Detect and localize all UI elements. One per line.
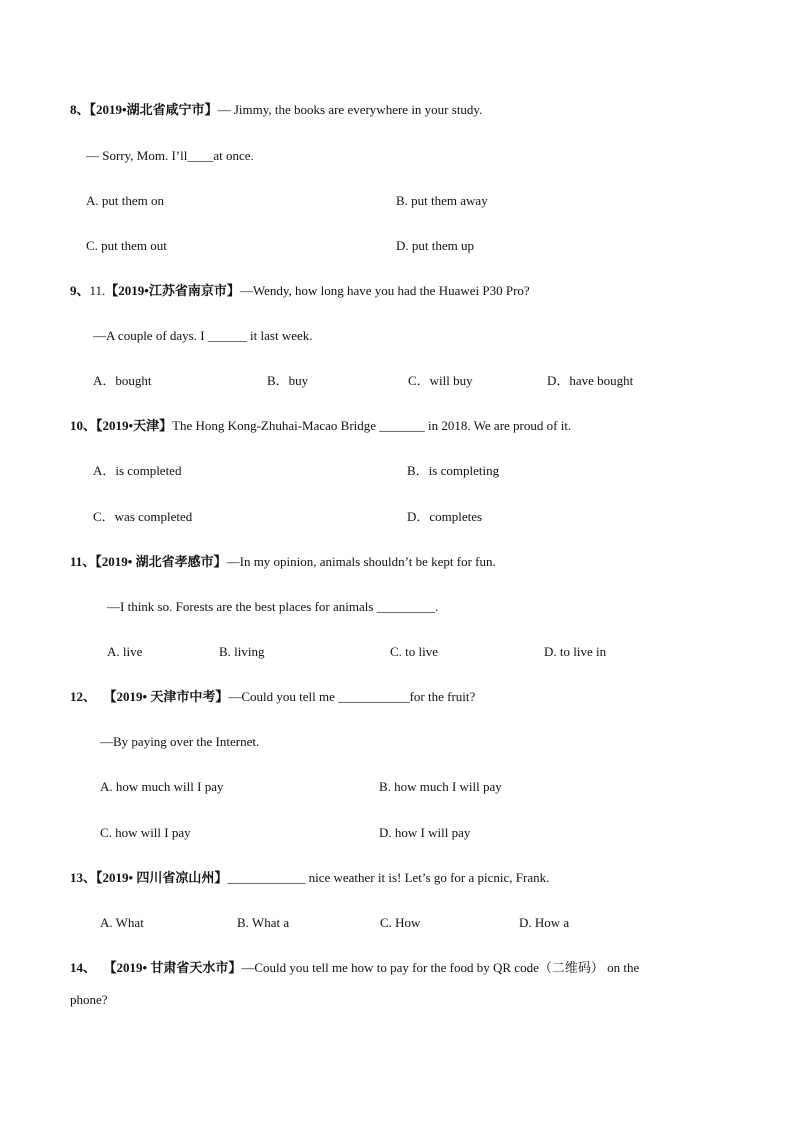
question-12-option-d: D. how I will pay bbox=[379, 825, 471, 840]
question-number: 13、 bbox=[70, 870, 97, 885]
question-13-option-c: C. How bbox=[380, 915, 421, 930]
question-text: —In my opinion, animals shouldn’t be kept for fun. bbox=[226, 554, 496, 569]
question-source: 【2019• 甘肃省天水市】 bbox=[110, 960, 242, 975]
question-number: 9、 bbox=[70, 283, 90, 298]
question-source: 【2019• 四川省凉山州】 bbox=[96, 870, 228, 885]
question-10-option-b: B．is completing bbox=[407, 463, 500, 478]
question-8-reply: — Sorry, Mom. I’ll____at once. bbox=[86, 148, 254, 163]
question-9-reply: —A couple of days. I ______ it last week. bbox=[93, 328, 313, 343]
question-11-stem bbox=[70, 554, 496, 570]
question-source: 【2019•天津】 bbox=[96, 418, 173, 433]
question-source: 【2019•湖北省咸宁市】 bbox=[89, 102, 218, 117]
question-9-option-d: D．have bought bbox=[547, 373, 634, 388]
question-source: 【2019•江苏省南京市】 bbox=[105, 283, 240, 298]
question-8-stem bbox=[70, 102, 482, 118]
question-number: 12、 bbox=[70, 689, 97, 704]
question-9-option-c: C．will buy bbox=[408, 373, 473, 388]
question-11-option-c: C. to live bbox=[390, 644, 439, 659]
question-number: 10、 bbox=[70, 418, 97, 433]
question-11-option-d: D. to live in bbox=[544, 644, 607, 659]
question-10-option-c: C．was completed bbox=[93, 509, 193, 524]
question-11-reply: —I think so. Forests are the best places for animals _________. bbox=[107, 599, 439, 614]
question-12-stem bbox=[70, 689, 475, 705]
question-13-option-a: A. What bbox=[100, 915, 144, 930]
question-14-continuation: phone? bbox=[70, 992, 108, 1007]
question-8-option-c: C. put them out bbox=[86, 238, 167, 253]
question-source: 【2019• 天津市中考】 bbox=[110, 689, 229, 704]
question-11-option-a: A. live bbox=[107, 644, 143, 659]
question-10-stem bbox=[70, 418, 571, 434]
question-14-stem bbox=[70, 960, 639, 976]
question-12-option-a: A. how much will I pay bbox=[100, 779, 224, 794]
question-number: 14、 bbox=[70, 960, 97, 975]
question-12-option-b: B. how much I will pay bbox=[379, 779, 502, 794]
question-11-option-b: B. living bbox=[219, 644, 265, 659]
question-13-stem bbox=[70, 870, 549, 886]
question-8-option-b: B. put them away bbox=[396, 193, 488, 208]
question-13-option-d: D. How a bbox=[519, 915, 570, 930]
question-9-stem bbox=[70, 283, 530, 299]
question-text: The Hong Kong-Zhuhai-Macao Bridge _______ in 2018. We are proud of it. bbox=[172, 418, 572, 433]
question-number: 8、 bbox=[70, 102, 90, 117]
question-number: 11、 bbox=[70, 554, 96, 569]
question-13-option-b: B. What a bbox=[237, 915, 290, 930]
question-12-reply: —By paying over the Internet. bbox=[100, 734, 260, 749]
question-10-option-a: A．is completed bbox=[93, 463, 182, 478]
question-12-option-c: C. how will I pay bbox=[100, 825, 191, 840]
question-text: —Could you tell me how to pay for the food by QR code（二维码） on the bbox=[241, 960, 640, 975]
question-10-option-d: D．completes bbox=[407, 509, 483, 524]
question-prefix: 11. bbox=[89, 283, 106, 298]
question-text: —Could you tell me ___________for the fruit? bbox=[228, 689, 476, 704]
question-9-option-a: A．bought bbox=[93, 373, 152, 388]
question-text: — Jimmy, the books are everywhere in your study. bbox=[217, 102, 483, 117]
question-text: —Wendy, how long have you had the Huawei P30 Pro? bbox=[239, 283, 530, 298]
question-8-option-a: A. put them on bbox=[86, 193, 164, 208]
question-9-option-b: B．buy bbox=[267, 373, 309, 388]
question-8-option-d: D. put them up bbox=[396, 238, 474, 253]
question-text: ____________ nice weather it is! Let’s go for a picnic, Frank. bbox=[227, 870, 550, 885]
question-source: 【2019• 湖北省孝感市】 bbox=[95, 554, 227, 569]
